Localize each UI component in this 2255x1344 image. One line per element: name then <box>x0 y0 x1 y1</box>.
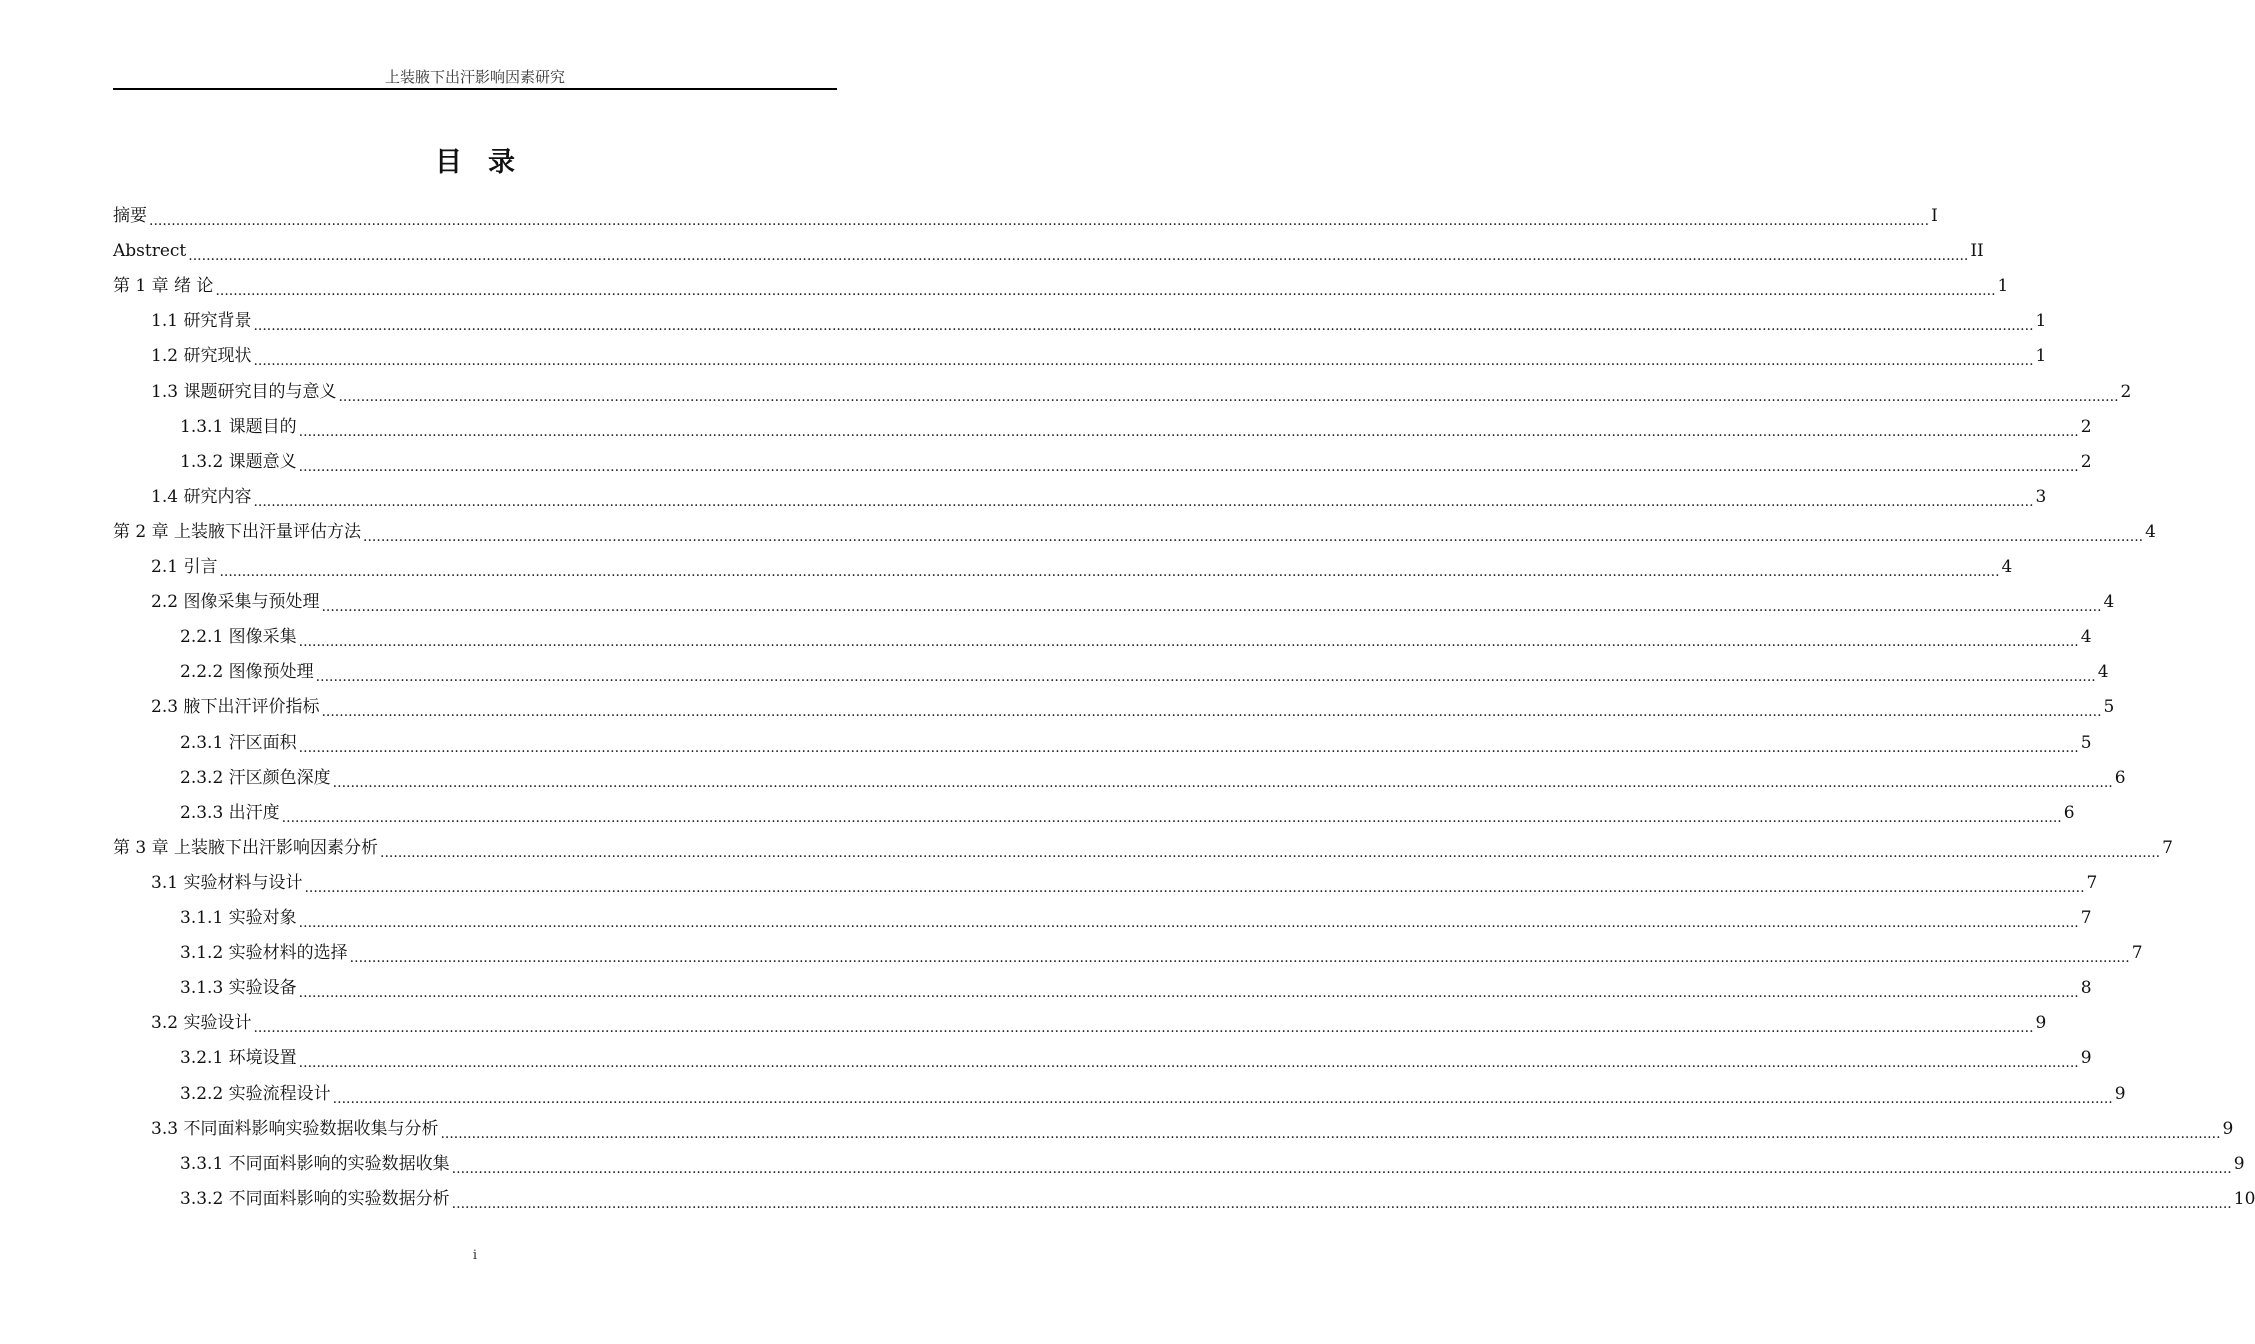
toc-leader-dots: ................................................................................................................................................................................................................................................................................................................................................................................................................ <box>304 879 2085 896</box>
toc-entry[interactable] <box>151 339 2047 374</box>
toc-leader-dots: ................................................................................................................................................................................................................................................................................................................................................................................................................ <box>332 774 2113 791</box>
toc-entry-label: 1.3.2 课题意义 <box>180 451 297 472</box>
toc-entry-page: 2 <box>2120 381 2132 402</box>
toc-entry[interactable] <box>180 620 2092 655</box>
toc-entry-page: 4 <box>2145 521 2156 542</box>
toc-entry-label: 3.1.2 实验材料的选择 <box>180 943 348 964</box>
toc-entry-page: 3 <box>2035 486 2047 507</box>
toc-entry-label: 第 3 章 上装腋下出汗影响因素分析 <box>113 837 379 858</box>
running-header <box>113 66 837 90</box>
toc-entry[interactable] <box>180 796 2075 831</box>
toc-entry-label: Abstrect <box>113 241 187 262</box>
toc-leader-dots: ................................................................................................................................................................................................................................................................................................................................................................................................................ <box>253 318 2034 335</box>
toc-entry[interactable] <box>113 234 1984 269</box>
toc-leader-dots: ................................................................................................................................................................................................................................................................................................................................................................................................................ <box>451 1160 2232 1177</box>
toc-entry[interactable] <box>151 480 2047 515</box>
toc-leader-dots: ................................................................................................................................................................................................................................................................................................................................................................................................................ <box>298 1055 2079 1072</box>
toc-entry[interactable] <box>113 515 2156 550</box>
toc-entry[interactable] <box>113 269 2009 304</box>
toc-entry[interactable] <box>180 655 2109 690</box>
toc-entry[interactable] <box>151 304 2047 339</box>
toc-entry-label: 2.3.1 汗区面积 <box>180 732 297 753</box>
toc-entry[interactable] <box>180 726 2092 761</box>
toc-entry-label: 3.3 不同面料影响实验数据收集与分析 <box>151 1118 439 1139</box>
toc-entry-page: 7 <box>2131 943 2143 964</box>
toc-entry-page: 10 <box>2233 1188 2255 1209</box>
toc-entry-label: 第 1 章 绪 论 <box>113 276 214 297</box>
toc-entry-label: 3.2.1 环境设置 <box>180 1048 297 1069</box>
toc-entry[interactable] <box>151 1112 2234 1147</box>
toc-leader-dots: ................................................................................................................................................................................................................................................................................................................................................................................................................ <box>298 985 2079 1002</box>
toc-leader-dots: ................................................................................................................................................................................................................................................................................................................................................................................................................ <box>321 704 2102 721</box>
toc-leader-dots: ................................................................................................................................................................................................................................................................................................................................................................................................................ <box>298 915 2079 931</box>
toc-entry-label: 2.3 腋下出汗评价指标 <box>151 697 320 718</box>
toc-entry-label: 1.3.1 课题目的 <box>180 416 297 437</box>
toc-entry-label: 1.2 研究现状 <box>151 346 252 367</box>
toc-entry-page: 4 <box>2097 662 2109 683</box>
toc-entry-page: 1 <box>1997 276 2009 297</box>
toc-leader-dots: ................................................................................................................................................................................................................................................................................................................................................................................................................ <box>215 283 1996 300</box>
toc-entry-page: 9 <box>2114 1083 2126 1104</box>
toc-entry[interactable] <box>113 831 2173 866</box>
toc-entry-label: 1.1 研究背景 <box>151 311 252 332</box>
toc-entry-label: 1.4 研究内容 <box>151 486 252 507</box>
toc-entry-page: 4 <box>2103 592 2115 613</box>
toc-leader-dots: ................................................................................................................................................................................................................................................................................................................................................................................................................ <box>321 599 2102 616</box>
toc-entry[interactable] <box>151 690 2115 725</box>
toc-entry-page: 6 <box>2114 767 2126 788</box>
toc-leader-dots: ................................................................................................................................................................................................................................................................................................................................................................................................................ <box>315 669 2096 686</box>
toc-leader-dots: ................................................................................................................................................................................................................................................................................................................................................................................................................ <box>253 1020 2034 1037</box>
toc-leader-dots: ................................................................................................................................................................................................................................................................................................................................................................................................................ <box>188 248 1969 265</box>
toc-leader-dots: ................................................................................................................................................................................................................................................................................................................................................................................................................ <box>332 1090 2113 1107</box>
toc-title: 目录 <box>435 147 541 178</box>
toc-entry-page: 9 <box>2035 1013 2047 1034</box>
toc-leader-dots: ................................................................................................................................................................................................................................................................................................................................................................................................................ <box>281 809 2062 826</box>
toc-entry-page: 8 <box>2080 978 2092 999</box>
toc-leader-dots: ................................................................................................................................................................................................................................................................................................................................................................................................................ <box>440 1125 2221 1142</box>
toc-entry-page: 1 <box>2035 311 2047 332</box>
toc-entry-page: 5 <box>2080 732 2092 753</box>
toc-entry-label: 1.3 课题研究目的与意义 <box>151 381 337 402</box>
toc-leader-dots: ................................................................................................................................................................................................................................................................................................................................................................................................................ <box>298 423 2079 440</box>
toc-entry-label: 3.2.2 实验流程设计 <box>180 1083 331 1104</box>
toc-entry-label: 第 2 章 上装腋下出汗量评估方法 <box>113 521 362 542</box>
toc-entry-page: I <box>1931 206 1938 226</box>
toc-entry[interactable] <box>151 866 2098 901</box>
toc-leader-dots: ................................................................................................................................................................................................................................................................................................................................................................................................................ <box>149 213 1930 229</box>
toc-leader-dots: ................................................................................................................................................................................................................................................................................................................................................................................................................ <box>349 950 2130 967</box>
toc-entry-label: 3.1.3 实验设备 <box>180 978 297 999</box>
toc-entry-label: 2.2.2 图像预处理 <box>180 662 314 683</box>
toc-leader-dots: ................................................................................................................................................................................................................................................................................................................................................................................................................ <box>363 528 2144 545</box>
toc-entry-label: 3.2 实验设计 <box>151 1013 252 1034</box>
toc-entry-page: 6 <box>2063 802 2075 823</box>
toc-entry-page: 1 <box>2035 346 2047 367</box>
toc-leader-dots: ................................................................................................................................................................................................................................................................................................................................................................................................................ <box>380 844 2161 861</box>
toc-entry-label: 2.2.1 图像采集 <box>180 627 297 648</box>
toc-entry[interactable] <box>151 375 2132 410</box>
toc-entry[interactable] <box>151 1006 2047 1041</box>
toc-leader-dots: ................................................................................................................................................................................................................................................................................................................................................................................................................ <box>338 388 2119 405</box>
toc-entry[interactable] <box>180 936 2143 971</box>
toc-entry-label: 2.3.3 出汗度 <box>180 802 280 823</box>
toc-entry-label: 2.2 图像采集与预处理 <box>151 592 320 613</box>
toc-entry-page: 7 <box>2162 837 2173 858</box>
toc-entry[interactable] <box>180 1182 2255 1217</box>
toc-leader-dots: ................................................................................................................................................................................................................................................................................................................................................................................................................ <box>219 564 2000 580</box>
toc-entry[interactable] <box>180 901 2092 936</box>
toc-entry-label: 摘要 <box>113 206 147 226</box>
toc-entry-label: 3.1.1 实验对象 <box>180 908 297 928</box>
toc-entry-page: 4 <box>2001 557 2013 577</box>
page-number: i <box>472 1248 478 1263</box>
toc-entry-page: 2 <box>2080 451 2092 472</box>
toc-entry[interactable] <box>180 761 2126 796</box>
toc-entry[interactable] <box>180 1077 2126 1112</box>
toc-leader-dots: ................................................................................................................................................................................................................................................................................................................................................................................................................ <box>253 353 2034 370</box>
toc-entry-page: II <box>1970 241 1984 262</box>
toc-entry-label: 3.3.1 不同面料影响的实验数据收集 <box>180 1153 450 1174</box>
toc-entry[interactable] <box>151 585 2115 620</box>
toc-entry[interactable] <box>113 199 1938 234</box>
toc-entry-page: 9 <box>2233 1153 2245 1174</box>
toc-leader-dots: ................................................................................................................................................................................................................................................................................................................................................................................................................ <box>298 739 2079 756</box>
toc-leader-dots: ................................................................................................................................................................................................................................................................................................................................................................................................................ <box>451 1195 2232 1212</box>
toc-entry[interactable] <box>180 971 2092 1006</box>
toc-entry-page: 4 <box>2080 627 2092 648</box>
toc-entry-page: 9 <box>2080 1048 2092 1069</box>
toc-leader-dots: ................................................................................................................................................................................................................................................................................................................................................................................................................ <box>298 634 2079 651</box>
toc-entry[interactable] <box>180 1041 2092 1076</box>
toc-leader-dots: ................................................................................................................................................................................................................................................................................................................................................................................................................ <box>253 493 2034 510</box>
toc-entry[interactable] <box>180 1147 2245 1182</box>
toc-entry-page: 7 <box>2080 908 2092 928</box>
toc-entry-label: 3.1 实验材料与设计 <box>151 872 303 893</box>
toc-entry-label: 2.3.2 汗区颜色深度 <box>180 767 331 788</box>
toc-entry-label: 3.3.2 不同面料影响的实验数据分析 <box>180 1188 450 1209</box>
toc-entry[interactable] <box>151 550 2013 585</box>
toc-entry-page: 7 <box>2086 872 2098 893</box>
toc-entry-label: 2.1 引言 <box>151 557 218 577</box>
toc-entry[interactable] <box>180 410 2092 445</box>
toc-entry-page: 9 <box>2222 1118 2234 1139</box>
toc-entry-page: 2 <box>2080 416 2092 437</box>
toc-leader-dots: ................................................................................................................................................................................................................................................................................................................................................................................................................ <box>298 458 2079 475</box>
toc-entry[interactable] <box>180 445 2092 480</box>
toc-entry-page: 5 <box>2103 697 2115 718</box>
running-header-text: 上装腋下出汗影响因素研究 <box>384 68 565 86</box>
